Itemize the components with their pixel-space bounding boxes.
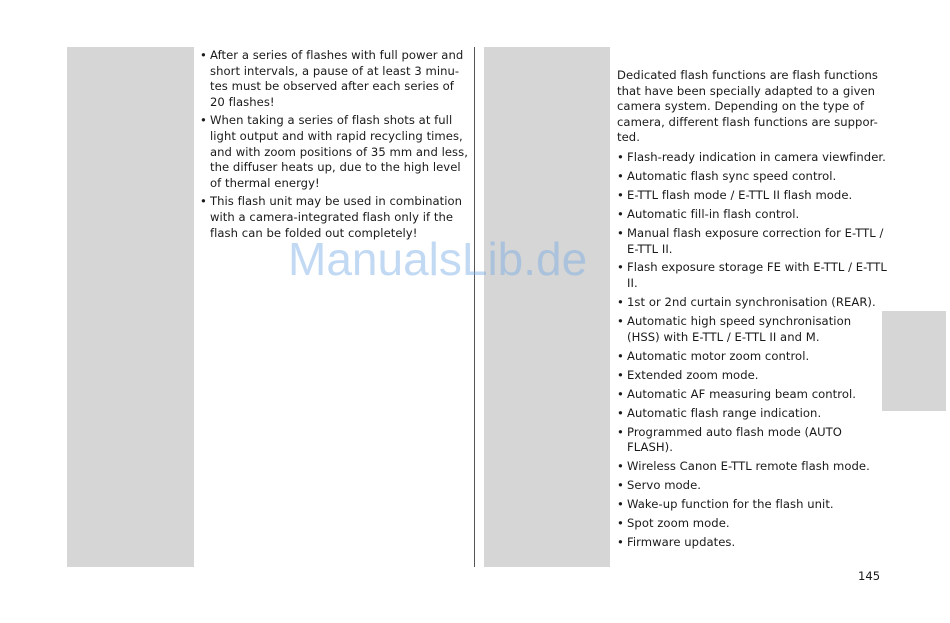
list-item: • 1st or 2nd curtain synchronisation (REAR). [617, 295, 876, 310]
left-margin-column [67, 47, 194, 567]
bullet-icon: • [617, 459, 624, 474]
list-item: • Automatic high speed synchronisation (HSS) with E-TTL / E-TTL II and M. [617, 314, 852, 344]
bullet-icon: • [617, 386, 624, 401]
bullet-icon: • [200, 48, 207, 62]
list-item: • Automatic flash range indication. [617, 405, 822, 420]
bullet-icon: • [617, 497, 624, 512]
bullet-icon: • [617, 516, 624, 531]
bullet-icon: • [617, 187, 624, 202]
flash-functions-list [617, 150, 887, 551]
bullet-icon: • [617, 348, 624, 363]
bullet-icon: • [617, 260, 624, 275]
bullet-icon: • [617, 314, 624, 329]
right-margin-column [484, 47, 610, 567]
list-item: • Wake-up function for the flash unit. [617, 497, 834, 512]
bullet-icon: • [617, 149, 624, 164]
list-item: • Firmware updates. [617, 535, 736, 550]
bullet-icon: • [200, 194, 207, 209]
page-number: 145 [858, 569, 881, 583]
bullet-icon: • [617, 535, 624, 550]
bullet-icon: • [617, 478, 624, 493]
list-item: • When taking a series of flash shots at full light output and with rapid recycling times, and with zoom positions of 35 mm and less, the diffuser heats up, due to the high level of thermal energy! [200, 113, 468, 190]
bullet-icon: • [617, 206, 624, 221]
bullet-icon: • [617, 367, 624, 382]
list-item: • Programmed auto flash mode (AUTO FLASH). [617, 424, 842, 455]
list-item: • Manual flash exposure correction for E-TTL / E-TTL II. [617, 225, 884, 256]
bullet-icon: • [617, 295, 624, 310]
intro-paragraph: Dedicated flash functions are flash functions that have been specially adapted to a given camera system. Depending on the type of camera, different flash functions are suppor-ted. [617, 68, 878, 145]
right-text-column [617, 68, 887, 554]
list-item: • Extended zoom mode. [617, 367, 759, 382]
list-item: • Servo mode. [617, 478, 702, 493]
bullet-icon: • [617, 424, 624, 439]
bullet-icon: • [617, 225, 624, 240]
list-item: • Automatic fill-in flash control. [617, 206, 800, 221]
bullet-icon: • [617, 168, 624, 183]
bullet-icon: • [617, 405, 624, 420]
list-item: • E-TTL flash mode / E-TTL II flash mode. [617, 187, 853, 202]
list-item: • This flash unit may be used in combination with a camera-integrated flash only if the flash can be folded out completely! [200, 194, 463, 240]
list-item: • After a series of flashes with full power and short intervals, a pause of at least 3 minu-tes must be observed after each series of 20 flashes! [200, 48, 464, 109]
left-bullet-list [200, 48, 468, 241]
watermark: ManualsLib.de [288, 233, 588, 285]
list-item: • Wireless Canon E-TTL remote flash mode. [617, 459, 870, 474]
list-item: • Automatic AF measuring beam control. [617, 386, 856, 401]
left-text-column [200, 48, 468, 244]
list-item: • Automatic motor zoom control. [617, 348, 810, 363]
list-item: • Flash exposure storage FE with E-TTL / E-TTL II. [617, 260, 887, 291]
chapter-tab [882, 311, 946, 411]
list-item: • Flash-ready indication in camera viewfinder. [617, 149, 886, 164]
page-divider [474, 47, 475, 567]
list-item: • Automatic flash sync speed control. [617, 168, 837, 183]
list-item: • Spot zoom mode. [617, 516, 730, 531]
bullet-icon: • [200, 113, 207, 128]
